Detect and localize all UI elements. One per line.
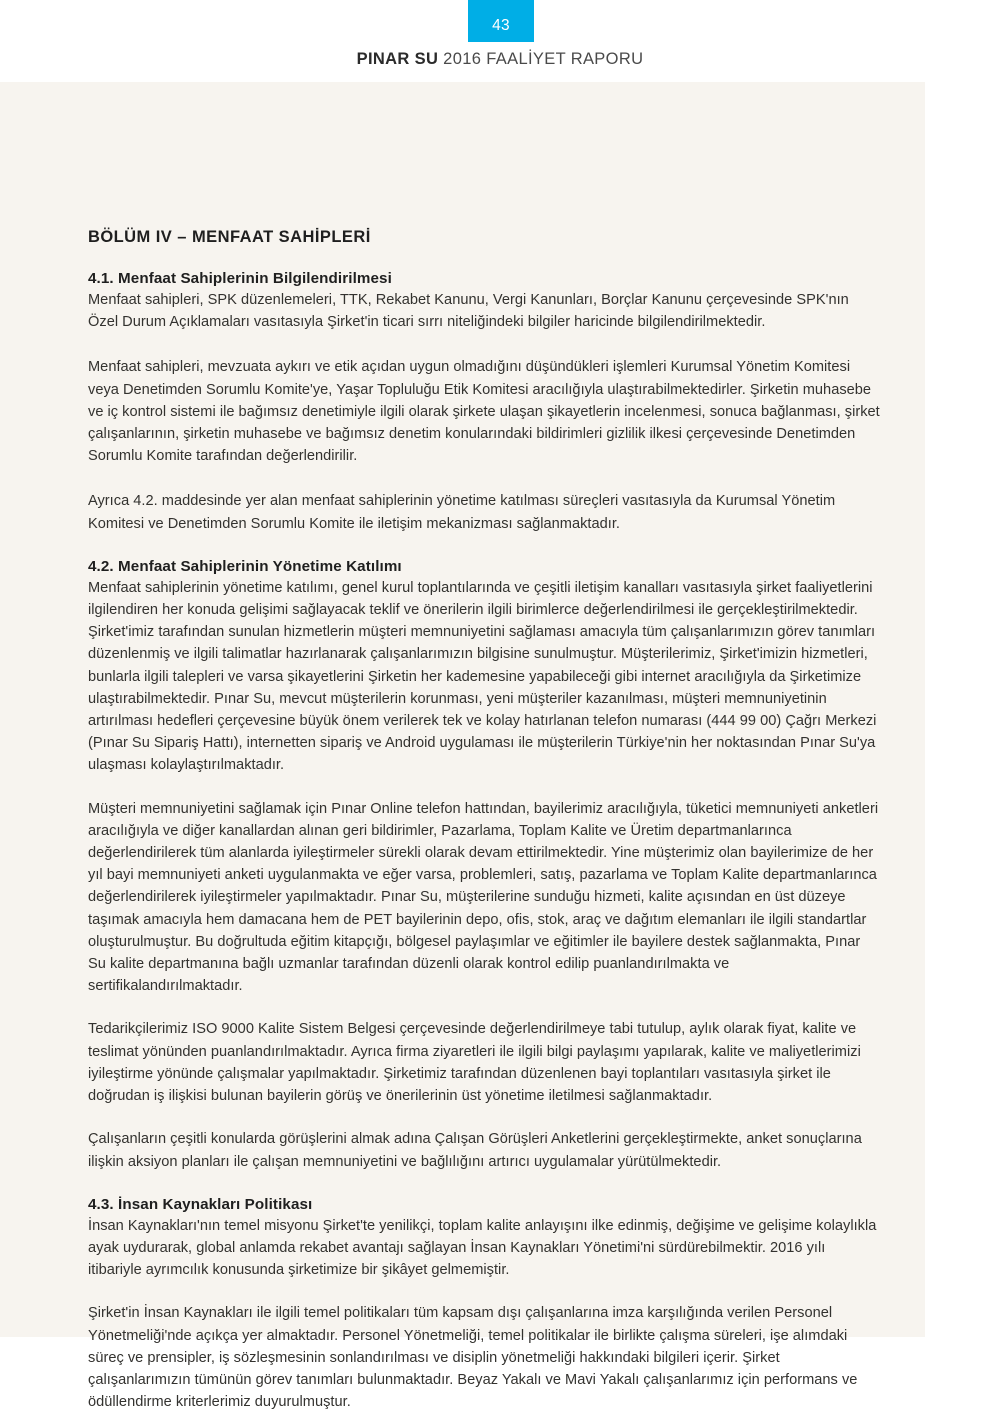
paragraph-4-3-1: İnsan Kaynakları'nın temel misyonu Şirket'te yenilikçi, toplam kalite anlayışını ilke edinmiş, değişime ve gelişime kolaylıkla ayak uydurarak, global anlamda rekabet avantajı sağlayan İnsan Kaynakları Yönetimi'ni sürdürebilmektir. 2016 yılı itibariyle ayrımcılık konusunda şirketimize bir şikâyet gelmemiştir. [88,1217,877,1279]
paragraph-4-2-4: Çalışanların çeşitli konularda görüşlerini almak adına Çalışan Görüşleri Anketlerini gerçekleştirmekte, anket sonuçlarına ilişkin aksiyon planları ile çalışan memnuniyetini ve bağlılığını artırıcı uygulamalar yürütülmektedir. [88,1131,862,1170]
paragraph-4-2-2: Müşteri memnuniyetini sağlamak için Pınar Online telefon hattından, bayilerimiz aracılığıyla, tüketici memnuniyeti anketleri aracılığıyla ve diğer kanallardan alınan geri bildirimler, Pazarlama, Toplam Kalite ve Üretim departmanlarınca değerlendirilerek tüm alanlarda iyileştirmeler sürekli olarak devam ettirilmektedir. Yine müşterimiz olan bayilerimize de her yıl bayi memnuniyeti anketi uygulanmakta ve eğer varsa, problemleri, satış, pazarlama ve Toplam Kalite departmanlarınca değerlendirilerek iyileştirmeler yapılmaktadır. Pınar Su, müşterilerine sunduğu hizmeti, kalite açısından en üst düzeye taşımak amacıyla hem damacana hem de PET bayilerinin depo, ofis, stok, araç ve dağıtım elemanları ile ilgili standartlar oluşturulmuştur. Bu doğrultuda eğitim kitapçığı, bölgesel paylaşımlar ve eğitimler ile bayilere destek sağlanmakta, Pınar Su kalite departmanına bağlı uzmanlar tarafından düzenli olarak kontrol edilip puanlandırılmakta ve sertifikalandırılmaktadır. [88,800,879,995]
page-number-badge [468,0,534,42]
paragraph-4-2-3: Tedarikçilerimiz ISO 9000 Kalite Sistem Belgesi çerçevesinde değerlendirilmeye tabi tutulup, aylık olarak fiyat, kalite ve teslimat yönünden puanlandırılmaktadır. Ayrıca firma ziyaretleri ile ilgili bilgi paylaşımı yapılarak, kalite ve maliyetlerimizi iyileştirme yönünde çalışmalar yapılmaktadır. Şirketimiz tarafından düzenlenen bayi toplantıları vasıtasıyla şirket ile doğrudan iş ilişkisi bulunan bayilerin görüş ve önerilerinin üst yönetime iletilmesi sağlanmaktadır. [88,1021,861,1105]
report-title: 2016 FAALİYET RAPORU [438,50,644,68]
section-heading-4-1: 4.1. Menfaat Sahiplerinin Bilgilendirilmesi [88,270,392,287]
paragraph-4-2-1: Menfaat sahiplerinin yönetime katılımı, genel kurul toplantılarında ve çeşitli iletişim kanalları vasıtasıyla şirket faaliyetlerini ilgilendiren her konuda gelişimi sağlayacak teklif ve önerilerin ilgili birimlerce değerlendirilmesi ile gerçekleştirilmektedir. Şirket'imiz tarafından sunulan hizmetlerin müşteri memnuniyetini sağlaması amacıyla tüm çalışanlarımızın görev tanımları düzenlenmiş ve ilgili talimatlar hazırlanarak çalışanlarımızın bilgisine sunulmuştur. Müşterilerimiz, Şirket'imizin hizmetleri, bunlarla ilgili talepleri ve varsa şikayetlerini Şirketin her kademesine yapabileceği gibi internet aracılığıyla da Şirketimize ulaştırabilmektedir. Pınar Su, mevcut müşterilerin korunması, yeni müşteriler kazanılması, müşteri memnuniyetinin artırılması hedefleri çerçevesine büyük önem verilerek tek ve kolay hatırlanan telefon numarası (444 99 00) Çağrı Merkezi (Pınar Su Sipariş Hattı), internetten sipariş ve Android uygulaması ile müşterilerin Türkiye'nin her noktasından Pınar Su'ya ulaşması kolaylaştırılmaktadır. [88,579,877,774]
masthead [0,50,1000,69]
paragraph-4-3-2: Şirket'in İnsan Kaynakları ile ilgili temel politikaları tüm kapsam dışı çalışanlarına imza karşılığında verilen Personel Yönetmeliği'nde açıkça yer almaktadır. Personel Yönetmeliği, temel politikalar ile birlikte çalışma süreleri, işe alımdaki süreç ve prensipler, iş sözleşmesinin sonlandırılması ve disiplin yönetmeliği hakkındaki bilgileri içerir. Şirket çalışanlarımızın tümünün görev tanımları bulunmaktadır. Beyaz Yakalı ve Mavi Yakalı çalışanlarımız için performans ve ödüllendirme kriterlerimiz duyurulmuştur. [88,1305,858,1411]
page-content [88,228,880,1413]
section-heading-4-2: 4.2. Menfaat Sahiplerinin Yönetime Katılımı [88,557,402,575]
page-number-text: 43 [492,17,510,34]
paragraph-4-1-1: Menfaat sahipleri, SPK düzenlemeleri, TTK, Rekabet Kanunu, Vergi Kanunları, Borçlar Kanunu çerçevesinde SPK'nın Özel Durum Açıklamaları vasıtasıyla Şirket'in ticari sırrı niteliğindeki bilgiler haricinde bilgilendirilmektedir. [88,292,849,331]
paragraph-4-1-2: Menfaat sahipleri, mevzuata aykırı ve etik açıdan uygun olmadığını düşündükleri işlemleri Kurumsal Yönetim Komitesi veya Denetimden Sorumlu Komite'ye, Yaşar Topluluğu Etik Komitesi aracılığıyla ulaştırabilmektedirler. Şirketin muhasebe ve iç kontrol sistemi ile bağımsız denetimiyle ilgili olarak şirkete ulaşan şikayetlerin incelenmesi, sonuca bağlanması, şirket çalışanlarının, şirketin muhasebe ve bağımsız denetim konularındaki bildirimleri gizlilik ilkesi çerçevesinde Denetimden Sorumlu Komite tarafından değerlendirilir. [88,359,880,465]
chapter-title: BÖLÜM IV – MENFAAT SAHİPLERİ [88,228,371,246]
paragraph-4-1-3: Ayrıca 4.2. maddesinde yer alan menfaat sahiplerinin yönetime katılması süreçleri vasıtasıyla da Kurumsal Yönetim Komitesi ve Denetimden Sorumlu Komite ile iletişim mekanizması sağlanmaktadır. [88,493,836,532]
report-brand: PINAR SU [356,50,439,68]
section-heading-4-3: 4.3. İnsan Kaynakları Politikası [88,1195,313,1213]
